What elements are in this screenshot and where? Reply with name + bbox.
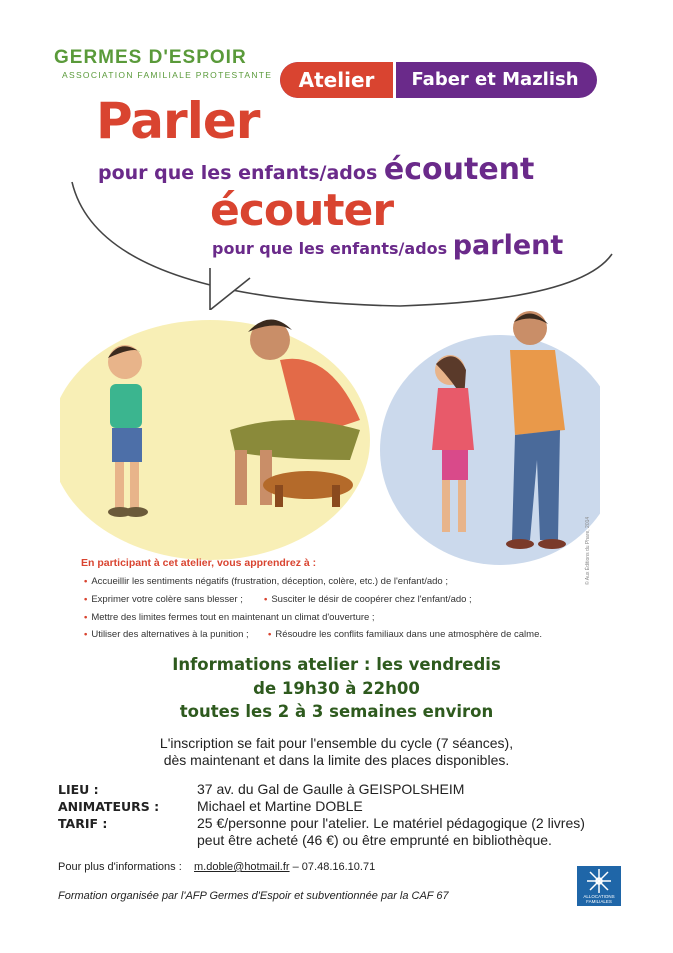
family-illustration-icon [60,280,600,570]
inscription-line1: L'inscription se fait pour l'ensemble du cycle (7 séances), [159,735,514,751]
learn-item-text: Accueillir les sentiments négatifs (frustration, déception, colère, etc.) de l'enfant/ado ; [91,576,448,587]
learn-item [84,594,243,605]
headline-line2 [212,230,563,261]
headline-parler: Parler [96,92,260,150]
lieu-value: 37 av. du Gal de Gaulle à GEISPOLSHEIM [197,781,465,797]
learn-item-text: Mettre des limites fermes tout en maintenant un climat d'ouverture ; [91,612,375,623]
tarif-label: TARIF : [58,816,108,831]
logo-subtitle: ASSOCIATION FAMILIALE PROTESTANTE [62,70,273,80]
learn-item [84,629,249,640]
learn-item-text: Résoudre les conflits familiaux dans une atmosphère de calme. [275,629,542,640]
bullet-icon: • [264,594,268,605]
bullet-icon: • [84,612,88,623]
contact-email-link[interactable]: m.doble@hotmail.fr [194,861,290,873]
caf-label: ALLOCATIONS FAMILIALES [583,894,615,904]
contact-prefix: Pour plus d'informations : [58,861,182,873]
info-line2: de 19h30 à 22h00 [253,679,420,698]
lieu-label: LIEU : [58,782,99,797]
contact-line [58,861,375,873]
tarif-value-line1: 25 €/personne pour l'atelier. Le matériel pédagogique (2 livres) [197,815,585,831]
bullet-icon: • [84,576,88,587]
learn-title: En participant à cet atelier, vous apprendrez à : [81,557,317,569]
headline-line2-big: parlent [452,230,564,261]
logo-title: GERMES D'ESPOIR [54,47,247,68]
headline-line1-small: pour que les enfants/ados [98,162,384,184]
footer-text: Formation organisée par l'AFP Germes d'Espoir et subventionnée par la CAF 67 [58,890,449,902]
bullet-icon: • [84,629,88,640]
bullet-icon: • [268,629,272,640]
learn-item-text: Utiliser des alternatives à la punition ; [91,629,249,640]
inscription-line2: dès maintenant et dans la limite des places disponibles. [163,752,510,768]
headline-line2-small: pour que les enfants/ados [212,239,453,258]
atelier-banner [280,62,597,98]
info-line1: Informations atelier : les vendredis [172,655,501,674]
headline-line1 [98,152,534,187]
illustration-copyright: © Aux Éditions du Phare, 2014 [585,516,591,585]
learn-item [268,629,542,640]
tarif-value-line2: peut être acheté (46 €) ou être emprunté en bibliothèque. [197,832,552,848]
learn-item-text: Susciter le désir de coopérer chez l'enfant/ado ; [271,594,472,605]
headline-line1-big: écoutent [383,152,535,187]
info-line3: toutes les 2 à 3 semaines environ [179,702,494,721]
contact-phone: – 07.48.16.10.71 [289,861,376,873]
headline-ecouter: écouter [210,185,394,236]
animateurs-value: Michael et Martine DOBLE [197,798,363,814]
method-label: Faber et Mazlish [411,69,579,90]
atelier-label: Atelier [298,68,375,92]
learn-item [264,594,472,605]
learn-item [84,612,375,623]
bullet-icon: • [84,594,88,605]
learn-item-text: Exprimer votre colère sans blesser ; [91,594,243,605]
learn-item [84,576,448,587]
caf-logo [577,866,621,906]
animateurs-label: ANIMATEURS : [58,799,160,814]
caf-star-icon [577,866,621,896]
